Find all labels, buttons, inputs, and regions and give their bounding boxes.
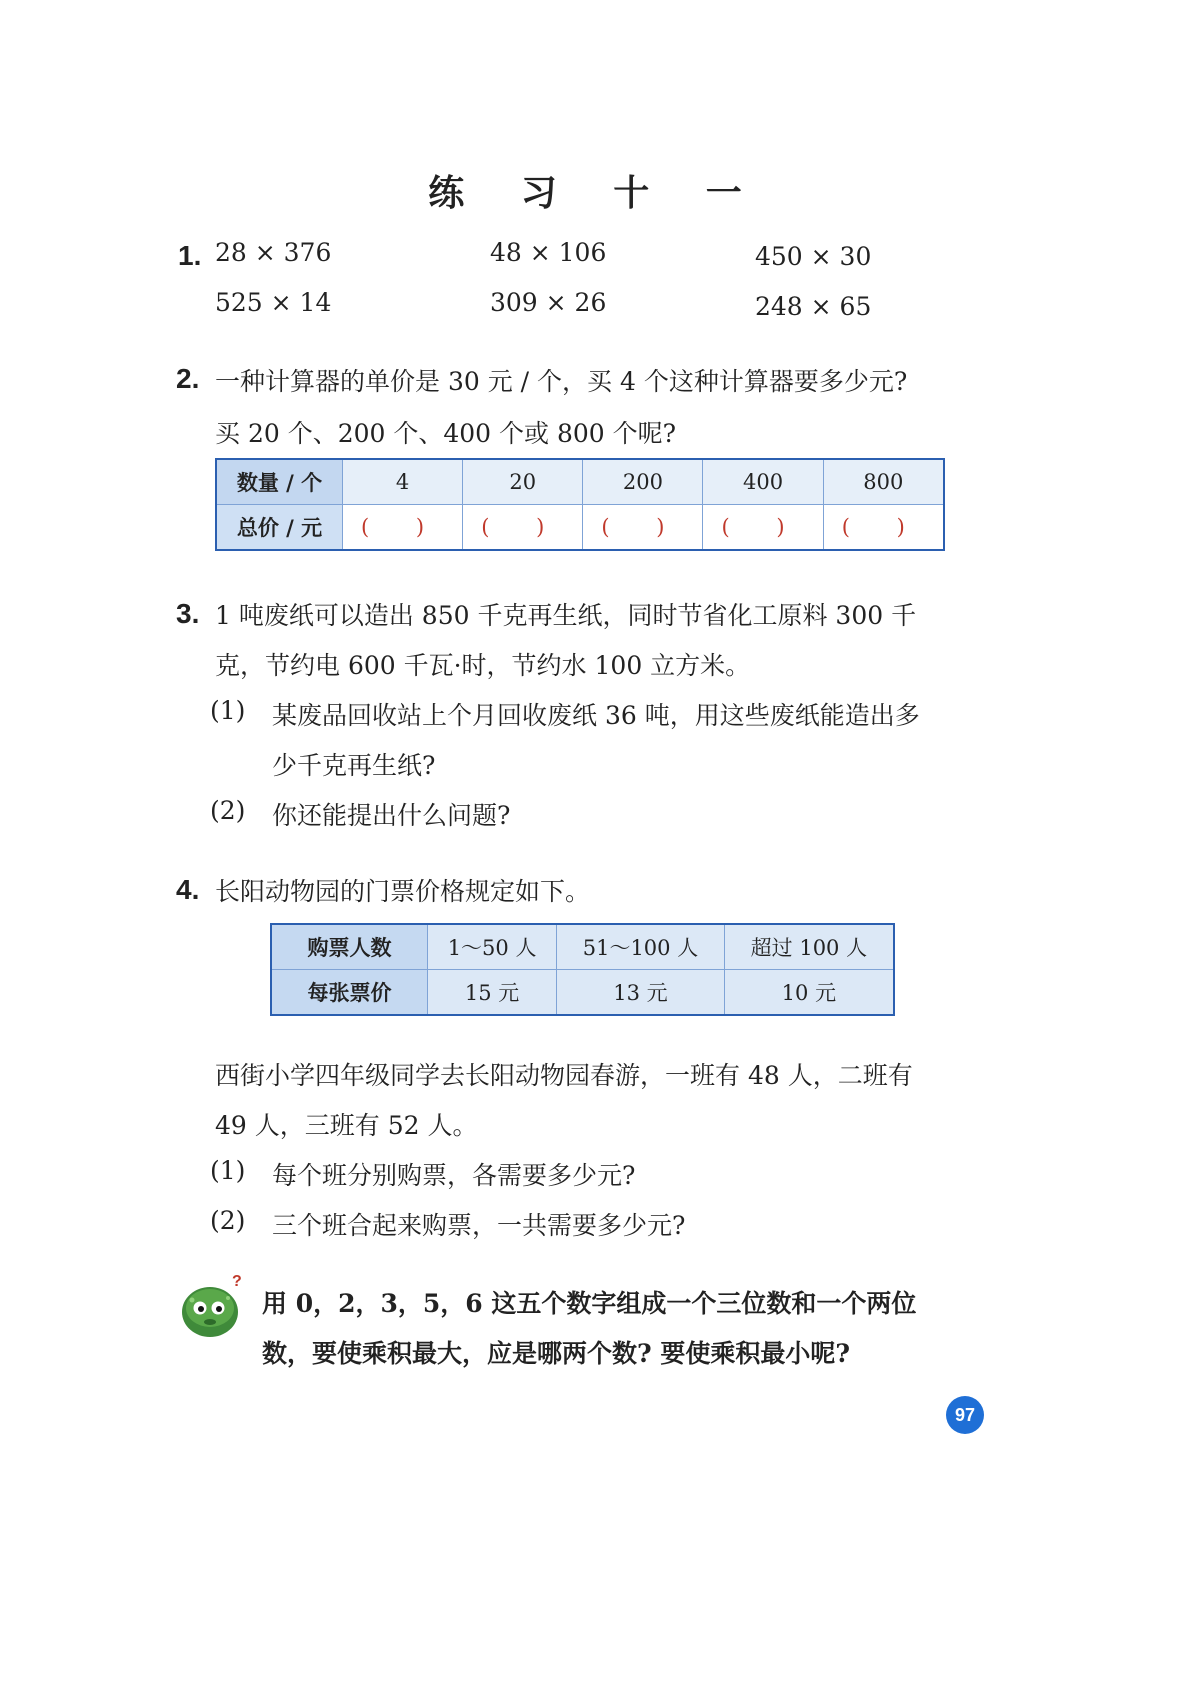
subquestion-label: (2) bbox=[210, 1206, 246, 1235]
calc-item: 309 × 26 bbox=[490, 288, 607, 317]
table-cell: 400 bbox=[703, 459, 823, 505]
question-2-number: 2. bbox=[176, 363, 200, 394]
subquestion-text: 少千克再生纸? bbox=[272, 751, 436, 780]
question-3-number: 3. bbox=[176, 598, 200, 629]
mascot-icon bbox=[178, 1272, 244, 1340]
subquestion-label: (2) bbox=[210, 796, 246, 825]
question-4-text: 西街小学四年级同学去长阳动物园春游，一班有 48 人，二班有 bbox=[215, 1061, 913, 1090]
answer-blank: ( ) bbox=[343, 505, 463, 551]
calc-item: 450 × 30 bbox=[755, 242, 872, 271]
answer-blank: ( ) bbox=[583, 505, 703, 551]
page-title: 练 习 十 一 bbox=[428, 172, 764, 214]
challenge-text: 用 0，2，3，5，6 这五个数字组成一个三位数和一个两位 bbox=[262, 1289, 917, 1318]
question-2-text: 买 20 个、200 个、400 个或 800 个呢? bbox=[215, 419, 677, 448]
question-3-text: 1 吨废纸可以造出 850 千克再生纸，同时节省化工原料 300 千 bbox=[215, 601, 917, 630]
subquestion-text: 某废品回收站上个月回收废纸 36 吨，用这些废纸能造出多 bbox=[272, 701, 920, 730]
ticket-price-table bbox=[270, 923, 895, 1016]
subquestion-label: (1) bbox=[210, 696, 246, 725]
answer-blank: ( ) bbox=[823, 505, 944, 551]
table-cell: 超过 100 人 bbox=[724, 924, 894, 970]
question-4-number: 4. bbox=[176, 874, 200, 905]
table-cell: 20 bbox=[463, 459, 583, 505]
table-header-total: 总价 / 元 bbox=[216, 505, 343, 551]
price-table bbox=[215, 458, 945, 551]
answer-blank: ( ) bbox=[703, 505, 823, 551]
table-cell: 10 元 bbox=[724, 970, 894, 1016]
page-number-badge: 97 bbox=[946, 1396, 984, 1434]
question-4-text: 49 人，三班有 52 人。 bbox=[215, 1111, 478, 1140]
table-cell: 4 bbox=[343, 459, 463, 505]
table-cell: 15 元 bbox=[428, 970, 557, 1016]
subquestion-label: (1) bbox=[210, 1156, 246, 1185]
subquestion-text: 三个班合起来购票，一共需要多少元? bbox=[272, 1211, 686, 1240]
calc-item: 248 × 65 bbox=[755, 292, 872, 321]
challenge-text: 数，要使乘积最大，应是哪两个数? 要使乘积最小呢? bbox=[262, 1339, 851, 1368]
calc-item: 28 × 376 bbox=[215, 238, 332, 267]
svg-text:?: ? bbox=[232, 1273, 242, 1290]
table-cell: 1～50 人 bbox=[428, 924, 557, 970]
table-cell: 51～100 人 bbox=[557, 924, 725, 970]
question-1-number: 1. bbox=[178, 240, 202, 271]
question-4-text: 长阳动物园的门票价格规定如下。 bbox=[215, 877, 591, 906]
table-cell: 800 bbox=[823, 459, 944, 505]
table-header-quantity: 数量 / 个 bbox=[216, 459, 343, 505]
question-3-text: 克，节约电 600 千瓦·时，节约水 100 立方米。 bbox=[215, 651, 751, 680]
subquestion-text: 每个班分别购票，各需要多少元? bbox=[272, 1161, 636, 1190]
table-header-price: 每张票价 bbox=[271, 970, 428, 1016]
calc-item: 48 × 106 bbox=[490, 238, 607, 267]
table-header-people: 购票人数 bbox=[271, 924, 428, 970]
table-cell: 13 元 bbox=[557, 970, 725, 1016]
question-2-text: 一种计算器的单价是 30 元 / 个，买 4 个这种计算器要多少元? bbox=[215, 367, 908, 396]
calc-item: 525 × 14 bbox=[215, 288, 332, 317]
subquestion-text: 你还能提出什么问题? bbox=[272, 801, 511, 830]
table-cell: 200 bbox=[583, 459, 703, 505]
answer-blank: ( ) bbox=[463, 505, 583, 551]
